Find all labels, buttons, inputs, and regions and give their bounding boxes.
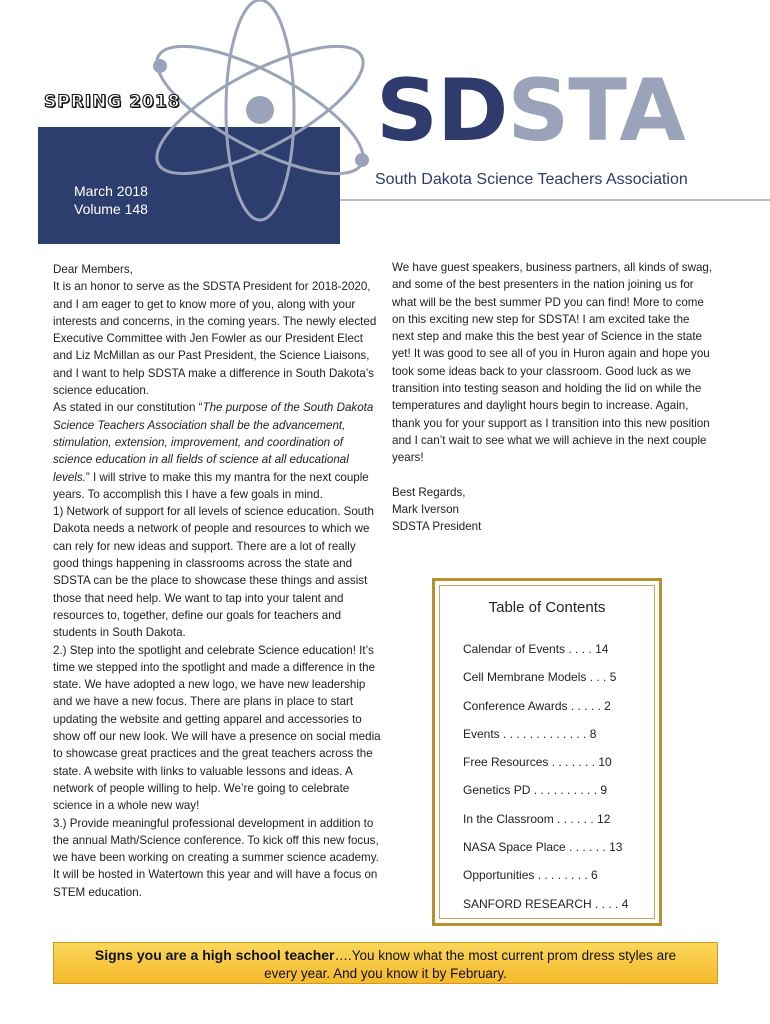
header-divider — [340, 199, 770, 201]
table-of-contents — [432, 578, 662, 926]
toc-item[interactable]: Calendar of Events . . . . 14 — [463, 642, 609, 656]
teacher-joke-banner — [53, 942, 718, 984]
letter-paragraph: It is an honor to serve as the SDSTA President for 2018-2020, and I am eager to get to know more of you, along with your interests and concerns, in the coming years. The newly elected Executive Committee with Jen Fowler as our President Elect and Liz McMillan as our Past President, the Science Liaisons, and I want to help SDSTA make a difference in South Dakota’s science education. — [53, 280, 377, 398]
letter-column-left — [53, 261, 382, 901]
constitution-paragraph — [53, 399, 382, 503]
issue-date: March 2018 — [74, 183, 148, 199]
toc-item[interactable]: Conference Awards . . . . . 2 — [463, 698, 611, 713]
banner-text: ….You know what the most current prom dress styles are — [334, 948, 677, 963]
toc-item[interactable]: Events . . . . . . . . . . . . . 8 — [463, 726, 597, 741]
brand-wordmark — [376, 61, 685, 161]
constitution-intro: As stated in our constitution “ — [53, 401, 203, 415]
letter-column-right — [392, 259, 714, 535]
goal-paragraph: 1) Network of support for all levels of science education. South Dakota needs a network of people and resources to which we can rely for new ideas and support. There are a lot of really good things happening in classrooms across the state and SDSTA can be the place to showcase these things and assist those that need help. We want to tap into your talent and resources to, together, define our goals for teachers and students in South Dakota. — [53, 505, 374, 640]
brand-sta: STA — [507, 61, 685, 161]
masthead — [0, 0, 770, 245]
signer-title: SDSTA President — [392, 520, 482, 534]
atom-logo-icon — [140, 0, 400, 245]
toc-item[interactable]: NASA Space Place . . . . . . 13 — [463, 840, 623, 855]
banner-heading: Signs you are a high school teacher — [94, 947, 335, 963]
letter-paragraph: We have guest speakers, business partners, all kinds of swag, and some of the best presenters in the nation joining us for what will be the best summer PD you can find! More to come on this exciting new step for SDSTA! I am excited take the next step and make this the best year of Science in the state yet! It was good to see all of you in Huron again and hope you took some ideas back to your classroom. Good luck as we transition into testing season and holding the lid on while the temperatures and daylight hours begin to increase. Again, thank you for your support as I transition into this new position and I can’t wait to see what we will achieve in the next couple years! — [392, 261, 713, 465]
banner-line-1 — [54, 946, 717, 965]
toc-item[interactable]: Cell Membrane Models . . . 5 — [463, 670, 617, 685]
goal-paragraph: 3.) Provide meaningful professional development in addition to the annual Math/Science conference. To kick off this new focus, we have been working on creating a summer science academy. It will be hosted in Watertown this year and will have a focus on STEM education. — [53, 816, 379, 899]
season-label: SPRING 2018 — [44, 92, 181, 112]
toc-item[interactable]: In the Classroom . . . . . . 12 — [463, 811, 611, 826]
closing: Best Regards, — [392, 485, 466, 499]
brand-sd: SD — [376, 61, 508, 161]
toc-title: Table of Contents — [488, 599, 606, 616]
brand-tagline: South Dakota Science Teachers Association — [375, 171, 688, 188]
toc-item[interactable]: Genetics PD . . . . . . . . . . 9 — [463, 783, 608, 798]
issue-volume: Volume 148 — [74, 201, 148, 217]
signer-name: Mark Iverson — [392, 502, 460, 516]
toc-item[interactable]: SANFORD RESEARCH . . . . 4 — [463, 896, 629, 911]
salutation: Dear Members, — [53, 263, 133, 276]
banner-line-2: every year. And you know it by February. — [264, 966, 507, 981]
toc-list — [463, 642, 653, 925]
constitution-outro: ” I will strive to make this my mantra for the next couple years. To accomplish this I have a few goals in mind. — [53, 470, 369, 501]
goal-paragraph: 2.) Step into the spotlight and celebrate Science education! It’s time we stepped into the spotlight and made a difference in the state. We have adopted a new logo, we have new leadership and we have a new focus. There are plans in place to start updating the website and getting apparel and accessories to show off our new look. We will have a presence on social media to showcase great practices and the great teachers across the state. A website with links to valuable lessons and ideas. A network of people willing to help. We’re going to celebrate science in a whole new way! — [53, 643, 381, 813]
toc-item[interactable]: Free Resources . . . . . . . 10 — [463, 755, 612, 770]
toc-item[interactable]: Opportunities . . . . . . . . 6 — [463, 868, 598, 883]
constitution-quote: The purpose of the South Dakota Science Teachers Association shall be the advancement, stimulation, extension, improvement, and coordination of science education in all fields of science at all educational levels. — [53, 401, 374, 484]
issue-info — [74, 182, 148, 218]
